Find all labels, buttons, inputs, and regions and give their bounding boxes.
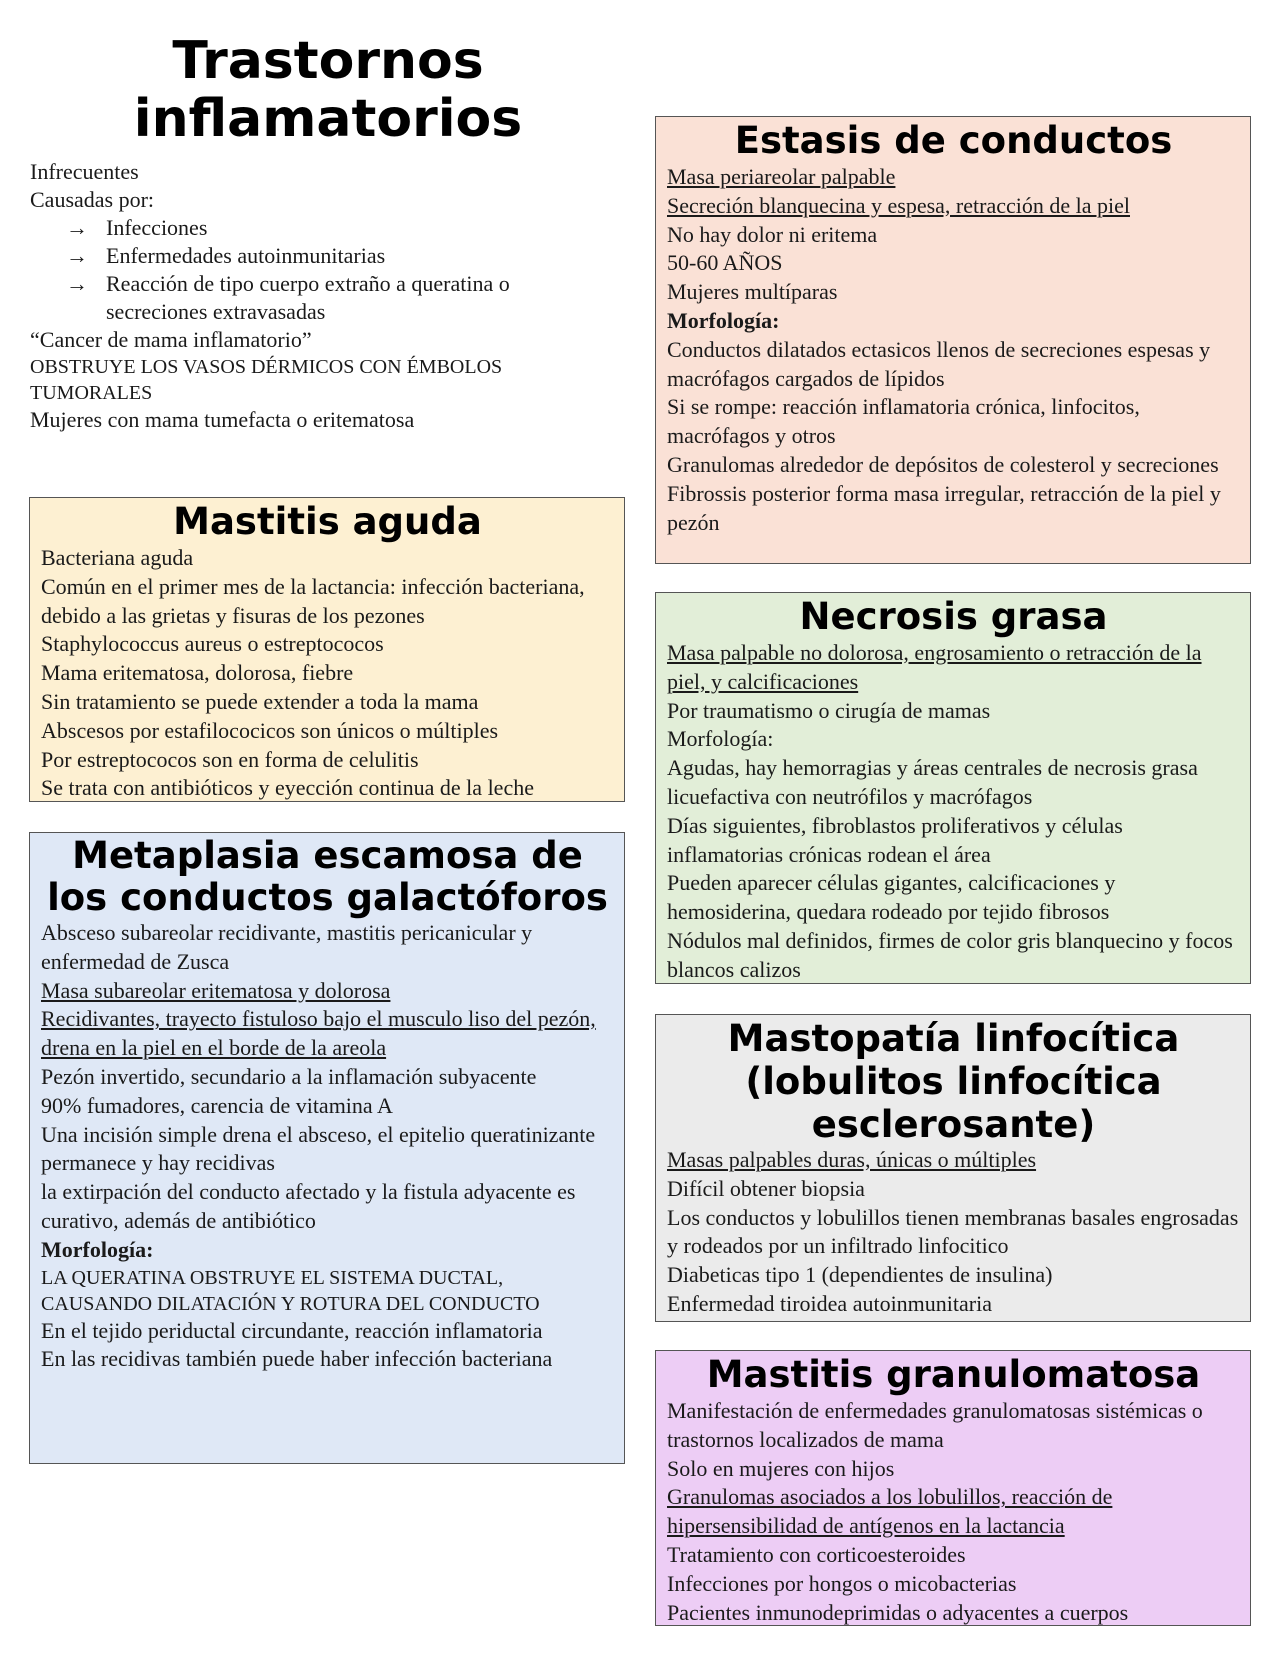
card-line: En las recidivas también puede haber infección bacteriana xyxy=(41,1346,553,1372)
card-line: Enfermedad tiroidea autoinmunitaria xyxy=(667,1290,992,1316)
cause-item: → Enfermedades autoinmunitarias xyxy=(66,242,590,270)
card-line: Granulomas alrededor de depósitos de colesterol y secreciones xyxy=(667,451,1219,477)
card-line: 50-60 AÑOS xyxy=(667,250,783,276)
card-line: Staphylococcus aureus o estreptococos xyxy=(41,631,384,657)
card-line: Nódulos mal definidos, firmes de color gris blanquecino y focos blancos calizos xyxy=(667,927,1233,982)
card-title: Mastitis granulomatosa xyxy=(706,1353,1201,1396)
card-line-underlined: Secreción blanquecina y espesa, retracción de la piel xyxy=(667,192,1130,218)
card-estasis xyxy=(655,116,1251,564)
card-line: Pueden aparecer células gigantes, calcificaciones y hemosiderina, quedara rodeado por tejido fibrosos xyxy=(667,870,1116,925)
card-title: Estasis de conductos xyxy=(734,119,1173,162)
card-line: Solo en mujeres con hijos xyxy=(667,1455,895,1481)
card-title: Metaplasia escamosa de los conductos galactóforos xyxy=(47,834,608,919)
intro-quote: “Cancer de mama inflamatorio” xyxy=(30,327,312,352)
page-title-line2: inflamatorios xyxy=(133,89,523,149)
card-line: la extirpación del conducto afectado y la fistula adyacente es curativo, además de antibiótico xyxy=(41,1179,576,1233)
card-line-caps: LA QUERATINA OBSTRUYE EL SISTEMA DUCTAL, CAUSANDO DILATACIÓN Y ROTURA DEL CONDUCTO xyxy=(41,1266,540,1315)
card-line: Por traumatismo o cirugía de mamas xyxy=(667,697,991,723)
card-line: Absceso subareolar recidivante, mastitis pericanicular y enfermedad de Zusca xyxy=(41,920,533,974)
card-line: Manifestación de enfermedades granulomatosas sistémicas o trastornos localizados de mama xyxy=(667,1398,1203,1452)
card-line-underlined: Masa subareolar eritematosa y dolorosa xyxy=(41,977,391,1003)
card-line: Los conductos y lobulillos tienen membranas basales engrosadas y rodeados por un infiltrado linfocitico xyxy=(667,1204,1239,1259)
intro-line: Infrecuentes xyxy=(30,159,139,184)
page-title-line1: Trastornos xyxy=(172,31,484,91)
card-mastopatia xyxy=(655,1014,1251,1322)
intro-line: Mujeres con mama tumefacta o eritematosa xyxy=(30,407,415,432)
card-line: Agudas, hay hemorragias y áreas centrales de necrosis grasa licuefactiva con neutrófilos y macrófagos xyxy=(667,755,1198,809)
card-line: Por estreptococos son en forma de celulitis xyxy=(41,746,419,772)
card-line: Una incisión simple drena el absceso, el epitelio queratinizante permanece y hay recidivas xyxy=(41,1121,596,1176)
card-line: En el tejido periductal circundante, reacción inflamatoria xyxy=(41,1317,543,1343)
card-necrosis xyxy=(655,592,1251,984)
card-line-underlined: Granulomas asociados a los lobulillos, reacción de hipersensibilidad de antígenos en la lactancia xyxy=(667,1484,1113,1539)
intro-section xyxy=(30,158,590,434)
card-line: Difícil obtener biopsia xyxy=(667,1175,865,1201)
card-title: Mastopatía linfocítica (lobulitos linfocítica esclerosante) xyxy=(727,1017,1180,1146)
card-metaplasia xyxy=(29,832,625,1464)
card-line: Fibrossis posterior forma masa irregular, retracción de la piel y pezón xyxy=(667,480,1221,535)
card-line: Sin tratamiento se puede extender a toda la mama xyxy=(41,688,479,714)
card-line-underlined: Masa periareolar palpable xyxy=(667,164,896,189)
card-line: Infecciones por hongos o micobacterias xyxy=(667,1570,1017,1596)
card-line-underlined: Recidivantes, trayecto fistuloso bajo el musculo liso del pezón, drena en la piel en el borde de la areola xyxy=(41,1006,596,1061)
causes-list xyxy=(30,214,590,326)
card-mastitis-aguda xyxy=(29,497,625,802)
card-line: Mujeres multíparas xyxy=(667,279,838,305)
cause-item: → Reacción de tipo cuerpo extraño a queratina o secreciones extravasadas xyxy=(66,270,590,326)
card-line-underlined: Masas palpables duras, únicas o múltiples xyxy=(667,1147,1037,1172)
card-line: Días siguientes, fibroblastos proliferativos y células inflamatorias crónicas rodean el área xyxy=(667,812,1123,867)
cause-item: → Infecciones xyxy=(66,214,590,242)
header xyxy=(30,32,626,148)
card-line: Bacteriana aguda xyxy=(41,545,194,570)
card-line: Conductos dilatados ectasicos llenos de secreciones espesas y macrófagos cargados de lípidos xyxy=(667,336,1211,391)
card-line: Tratamiento con corticoesteroides xyxy=(667,1541,966,1567)
card-title: Mastitis aguda xyxy=(173,500,482,543)
card-line: Pezón invertido, secundario a la inflamación subyacente xyxy=(41,1063,537,1089)
card-line: Se trata con antibióticos y eyección continua de la leche xyxy=(41,775,534,801)
card-line: Mama eritematosa, dolorosa, fiebre xyxy=(41,660,354,686)
card-line: Si se rompe: reacción inflamatoria crónica, linfocitos, macrófagos y otros xyxy=(667,394,1140,449)
card-title: Necrosis grasa xyxy=(799,595,1108,638)
card-line: Común en el primer mes de la lactancia: infección bacteriana, debido a las grietas y fisuras de los pezones xyxy=(41,573,585,628)
card-line: Pacientes inmunodeprimidas o adyacentes a cuerpos xyxy=(667,1599,1129,1625)
card-line: Diabeticas tipo 1 (dependientes de insulina) xyxy=(667,1262,1053,1288)
card-line-underlined: Masa palpable no dolorosa, engrosamiento o retracción de la piel, y calcificaciones xyxy=(667,640,1202,694)
card-line: Morfología: xyxy=(667,726,774,752)
card-morfologia: Morfología: xyxy=(667,307,780,333)
intro-line: Causadas por: xyxy=(30,187,155,212)
card-line: 90% fumadores, carencia de vitamina A xyxy=(41,1092,393,1118)
card-morfologia: Morfología: xyxy=(41,1236,154,1262)
card-line: No hay dolor ni eritema xyxy=(667,221,878,247)
intro-caps: OBSTRUYE LOS VASOS DÉRMICOS CON ÉMBOLOS TUMORALES xyxy=(30,356,503,404)
page-title xyxy=(30,32,626,148)
card-line: Abscesos por estafilococicos son únicos o múltiples xyxy=(41,717,499,743)
card-granulomatosa xyxy=(655,1350,1251,1626)
